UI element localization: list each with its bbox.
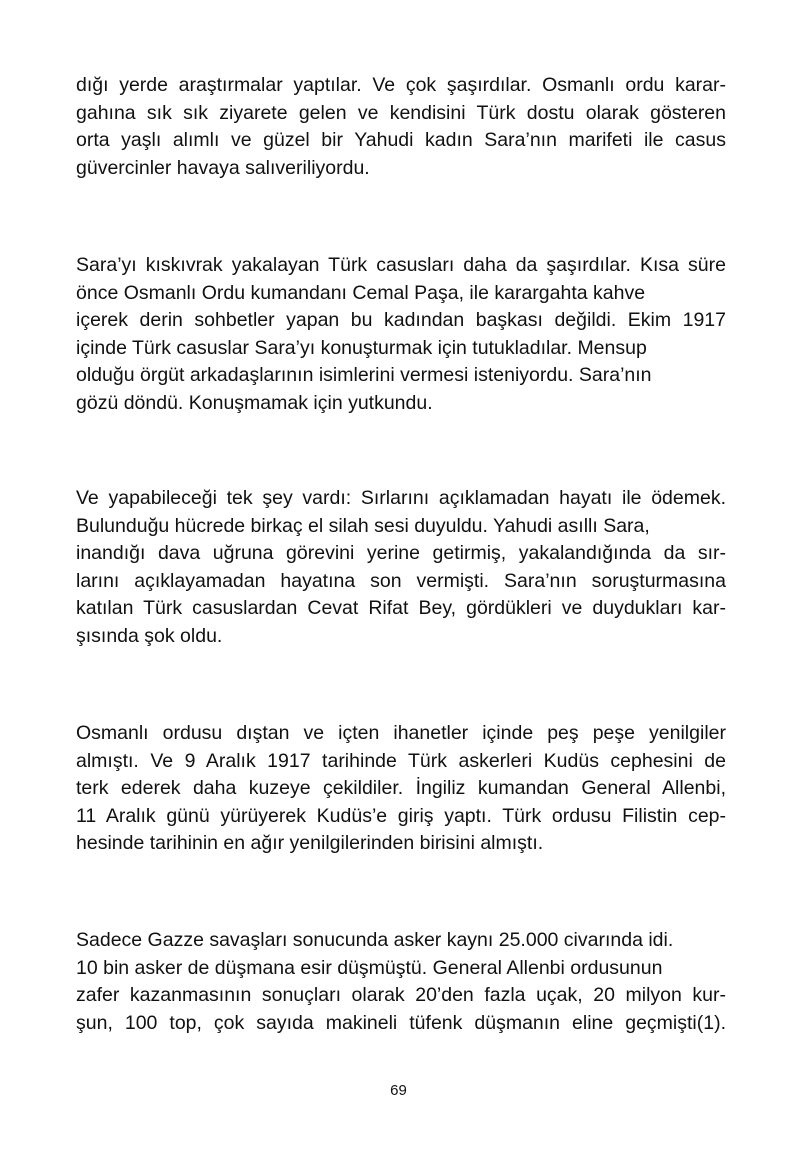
text-line: Sadece Gazze savaşları sonucunda asker kaynı 25.000 civarında idi. (76, 929, 674, 951)
text-line: Ve yapabileceği tek şey vardı: Sırlarını açıklamadan hayatı ile ödemek. (76, 487, 726, 509)
text-line: içinde Türk casuslar Sara’yı konuşturmak için tutukladılar. Mensup (76, 336, 647, 359)
paragraph-3 (76, 485, 726, 651)
text-line: Sara’yı kıskıvrak yakalayan Türk casusları daha da şaşırdılar. Kısa süre (76, 254, 726, 276)
text-line: önce Osmanlı Ordu kumandanı Cemal Paşa, ile karargahta kahve (76, 281, 646, 304)
text-line: şısında şok oldu. (76, 624, 223, 647)
text-line: gözü döndü. Konuşmamak için yutkundu. (76, 391, 433, 414)
text-line: güvercinler havaya salıveriliyordu. (76, 156, 370, 179)
text-line: hesinde tarihinin en ağır yenilgilerinden birisini almıştı. (76, 832, 544, 855)
text-line: Bulunduğu hücrede birkaç el silah sesi duyuldu. Yahudi asıllı Sara, (76, 514, 650, 537)
text-line: terk ederek daha kuzeye çekildiler. İngiliz kumandan General Allenbi, (76, 777, 726, 800)
text-line: içerek derin sohbetler yapan bu kadından başkası değildi. Ekim 1917 (76, 309, 726, 332)
text-line: almıştı. Ve 9 Aralık 1917 tarihinde Türk askerleri Kudüs cephesini de (76, 749, 726, 772)
page-number: 69 (390, 1082, 407, 1099)
text-line: 10 bin asker de düşmana esir düşmüştü. General Allenbi ordusunun (76, 956, 663, 979)
text-line: olduğu örgüt arkadaşlarının isimlerini vermesi isteniyordu. Sara’nın (76, 364, 652, 387)
text-line: zafer kazanmasının sonuçları olarak 20’den fazla uçak, 20 milyon kur- (76, 984, 726, 1007)
text-line: dığı yerde araştırmalar yaptılar. Ve çok şaşırdılar. Osmanlı ordu karar- (76, 74, 726, 96)
text-line: katılan Türk casuslardan Cevat Rifat Bey, gördükleri ve duydukları kar- (76, 597, 726, 620)
text-line: inandığı dava uğruna görevini yerine getirmiş, yakalandığında da sır- (76, 542, 726, 565)
text-line: Osmanlı ordusu dıştan ve içten ihanetler içinde peş peşe yenilgiler (76, 722, 726, 744)
paragraph-1 (76, 72, 726, 182)
paragraph-2 (76, 252, 726, 418)
text-line: 11 Aralık günü yürüyerek Kudüs’e giriş yaptı. Türk ordusu Filistin cep- (76, 804, 726, 827)
text-line: orta yaşlı alımlı ve güzel bir Yahudi kadın Sara’nın marifeti ile casus (76, 129, 726, 152)
paragraph-5 (76, 927, 726, 1037)
text-line: şun, 100 top, çok sayıda makineli tüfenk düşmanın eline geçmişti(1). (76, 1011, 726, 1034)
text-line: larını açıklayamadan hayatına son vermişti. Sara’nın soruşturmasına (76, 569, 726, 592)
paragraph-4 (76, 720, 726, 858)
text-line: gahına sık sık ziyarete gelen ve kendisini Türk dostu olarak gösteren (76, 101, 726, 124)
